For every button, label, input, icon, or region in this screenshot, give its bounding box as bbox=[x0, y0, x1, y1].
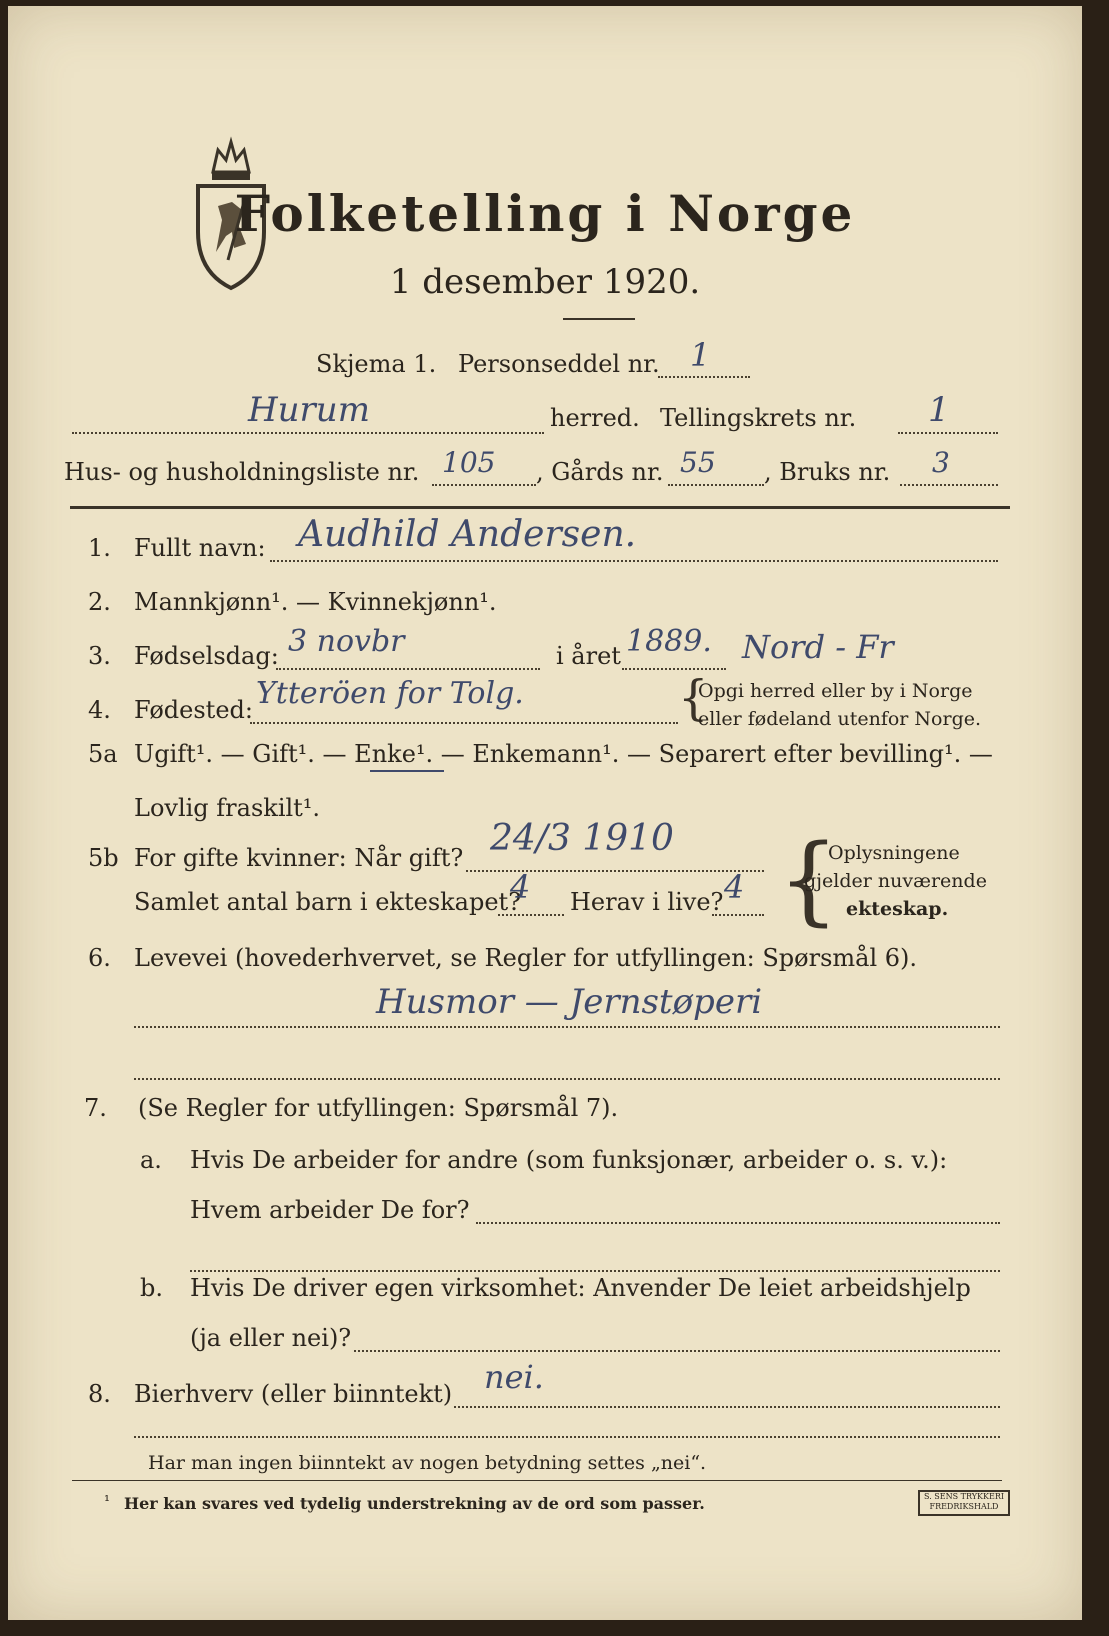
q8-label: Bierhverv (eller biinntekt) bbox=[134, 1380, 453, 1408]
q5b-number: 5b bbox=[88, 844, 119, 872]
q7a-number: a. bbox=[140, 1146, 162, 1174]
q5b-alive-line bbox=[712, 914, 764, 916]
gards-label: , Gårds nr. bbox=[536, 458, 664, 486]
q8-line-2 bbox=[134, 1436, 1000, 1438]
q1-number: 1. bbox=[88, 534, 111, 562]
q7b-sub: (ja eller nei)? bbox=[190, 1324, 352, 1352]
footnote: Her kan svares ved tydelig understrekning av de ord som passer. bbox=[124, 1494, 705, 1513]
census-form bbox=[8, 6, 1082, 1620]
skjema-label: Skjema 1. bbox=[316, 350, 437, 378]
q5b-alive-value[interactable]: 4 bbox=[724, 868, 745, 906]
q5b-label: For gifte kvinner: Når gift? bbox=[134, 844, 464, 872]
q3-year-value[interactable]: 1889. bbox=[626, 624, 712, 659]
q3-year-label: i året bbox=[556, 642, 621, 670]
bruks-value[interactable]: 3 bbox=[932, 446, 950, 479]
header-divider bbox=[70, 506, 1010, 509]
q4-value[interactable]: Ytteröen for Tolg. bbox=[256, 676, 524, 711]
q5b-alive-label: Herav i live? bbox=[570, 888, 724, 916]
q8-line bbox=[454, 1406, 1000, 1408]
q7a-sub: Hvem arbeider De for? bbox=[190, 1196, 470, 1224]
q7-label: (Se Regler for utfyllingen: Spørsmål 7). bbox=[138, 1094, 619, 1122]
tellingskrets-line bbox=[898, 432, 998, 434]
q3-value[interactable]: 3 novbr bbox=[288, 624, 405, 659]
personseddel-value[interactable]: 1 bbox=[690, 336, 711, 374]
q4-brace: { bbox=[678, 670, 709, 726]
personseddel-line bbox=[658, 376, 750, 378]
q1-line bbox=[270, 560, 998, 562]
hus-line bbox=[432, 484, 536, 486]
footnote-mark: ¹ bbox=[104, 1492, 111, 1510]
q7b-label: Hvis De driver egen virksomhet: Anvender De leiet arbeidshjelp bbox=[190, 1274, 971, 1302]
q6-line-2 bbox=[134, 1078, 1000, 1080]
q4-label: Fødested: bbox=[134, 696, 253, 724]
tellingskrets-label: Tellingskrets nr. bbox=[660, 404, 857, 432]
q7a-line-2 bbox=[190, 1270, 1000, 1272]
gards-value[interactable]: 55 bbox=[680, 446, 716, 479]
q7a-line-1 bbox=[476, 1222, 1000, 1224]
q6-label: Levevei (hovederhvervet, se Regler for utfyllingen: Spørsmål 6). bbox=[134, 944, 918, 972]
q5b-hint-3: ekteskap. bbox=[846, 898, 949, 920]
personseddel-label: Personseddel nr. bbox=[458, 350, 660, 378]
q3-year-line bbox=[622, 668, 726, 670]
hus-value[interactable]: 105 bbox=[442, 446, 496, 479]
q3-line bbox=[276, 668, 540, 670]
q3-note: Nord - Fr bbox=[742, 628, 894, 666]
q8-value[interactable]: nei. bbox=[484, 1358, 544, 1396]
q1-label: Fullt navn: bbox=[134, 534, 266, 562]
hus-label: Hus- og husholdningsliste nr. bbox=[64, 458, 420, 486]
title-divider bbox=[563, 318, 635, 320]
q5b-hint-1: Oplysningene bbox=[828, 842, 960, 864]
q8-number: 8. bbox=[88, 1380, 111, 1408]
q3-label: Fødselsdag: bbox=[134, 642, 279, 670]
q5a-enke-underline bbox=[370, 770, 444, 772]
tellingskrets-value[interactable]: 1 bbox=[928, 390, 950, 430]
q4-hint-1: Opgi herred eller by i Norge bbox=[698, 680, 973, 702]
q5b-brace: { bbox=[778, 824, 840, 936]
q5a-number: 5a bbox=[88, 740, 118, 768]
footer-divider bbox=[72, 1480, 1002, 1481]
q7a-label: Hvis De arbeider for andre (som funksjonær, arbeider o. s. v.): bbox=[190, 1146, 948, 1174]
gards-line bbox=[668, 484, 764, 486]
q5a-label-2: Lovlig fraskilt¹. bbox=[134, 794, 321, 822]
q5a-label: Ugift¹. — Gift¹. — Enke¹. — Enkemann¹. — Separert efter bevilling¹. — bbox=[134, 740, 993, 768]
q3-number: 3. bbox=[88, 642, 111, 670]
q1-value[interactable]: Audhild Andersen. bbox=[298, 514, 637, 555]
form-date: 1 desember 1920. bbox=[389, 262, 701, 302]
q4-line bbox=[250, 722, 678, 724]
q5b-hint-2: gjelder nuværende bbox=[804, 870, 987, 892]
q5b-children-value[interactable]: 4 bbox=[510, 868, 531, 906]
herred-line bbox=[72, 432, 544, 434]
q4-hint-2: eller fødeland utenfor Norge. bbox=[698, 708, 982, 730]
q7b-number: b. bbox=[140, 1274, 163, 1302]
q5b-children-label: Samlet antal barn i ekteskapet? bbox=[134, 888, 522, 916]
q6-line-1 bbox=[134, 1026, 1000, 1028]
q5b-children-line bbox=[498, 914, 564, 916]
herred-value[interactable]: Hurum bbox=[248, 390, 370, 430]
herred-label: herred. bbox=[550, 404, 640, 432]
q5b-value[interactable]: 24/3 1910 bbox=[490, 818, 674, 859]
bruks-line bbox=[900, 484, 998, 486]
footer-note: Har man ingen biinntekt av nogen betydning settes „nei“. bbox=[148, 1452, 707, 1474]
q7-number: 7. bbox=[84, 1094, 107, 1122]
bruks-label: , Bruks nr. bbox=[764, 458, 891, 486]
q7b-line bbox=[354, 1350, 1000, 1352]
q2-label: Mannkjønn¹. — Kvinnekjønn¹. bbox=[134, 588, 497, 616]
q6-number: 6. bbox=[88, 944, 111, 972]
q6-value[interactable]: Husmor — Jernstøperi bbox=[376, 982, 763, 1022]
q2-number: 2. bbox=[88, 588, 111, 616]
printer-stamp: S. SENS TRYKKERI FREDRIKSHALD bbox=[918, 1490, 1010, 1516]
form-title: Folketelling i Norge bbox=[234, 184, 856, 243]
q4-number: 4. bbox=[88, 696, 111, 724]
